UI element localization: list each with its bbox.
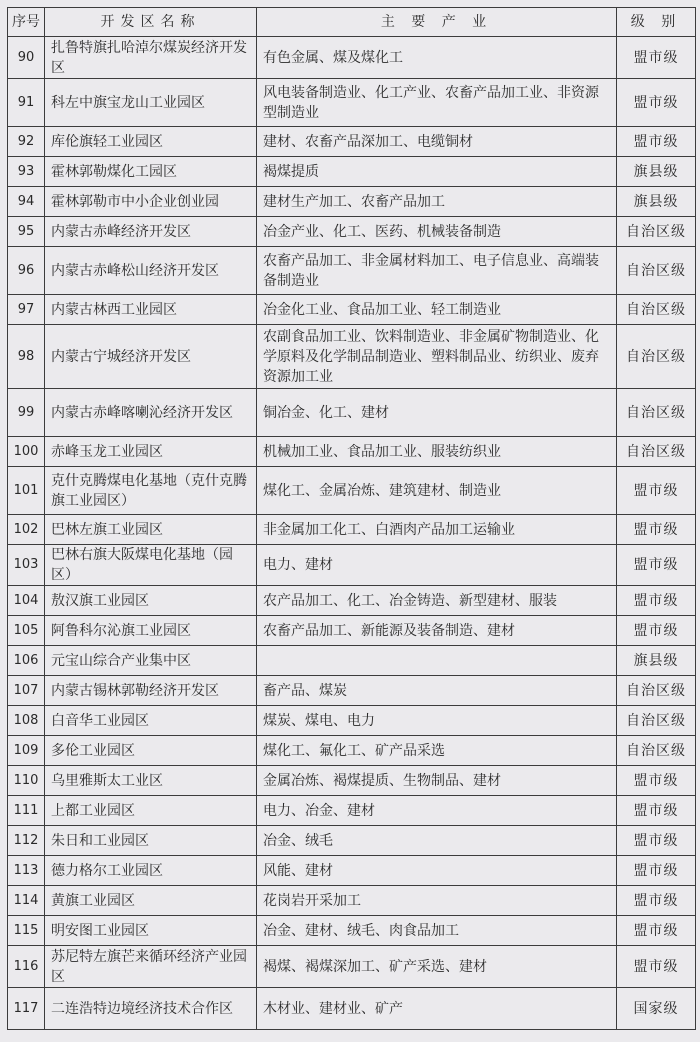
row-number: 115 bbox=[8, 916, 45, 946]
table-row bbox=[8, 37, 696, 79]
main-industry: 冶金产业、化工、医药、机械装备制造 bbox=[257, 217, 617, 247]
table-row bbox=[8, 886, 696, 916]
main-industry: 机械加工业、食品加工业、服装纺织业 bbox=[257, 437, 617, 467]
main-industry: 电力、建材 bbox=[257, 545, 617, 586]
main-industry: 建材、农畜产品深加工、电缆铜材 bbox=[257, 127, 617, 157]
main-industry: 风能、建材 bbox=[257, 856, 617, 886]
zone-level: 盟市级 bbox=[617, 467, 696, 515]
row-number: 103 bbox=[8, 545, 45, 586]
main-industry: 畜产品、煤炭 bbox=[257, 676, 617, 706]
main-industry: 农畜产品加工、新能源及装备制造、建材 bbox=[257, 616, 617, 646]
row-number: 102 bbox=[8, 515, 45, 545]
main-industry: 风电装备制造业、化工产业、农畜产品加工业、非资源型制造业 bbox=[257, 79, 617, 127]
main-industry: 冶金、建材、绒毛、肉食品加工 bbox=[257, 916, 617, 946]
table-row bbox=[8, 217, 696, 247]
main-industry: 电力、冶金、建材 bbox=[257, 796, 617, 826]
table-row bbox=[8, 736, 696, 766]
zone-level: 自治区级 bbox=[617, 389, 696, 437]
main-industry: 金属冶炼、褐煤提质、生物制品、建材 bbox=[257, 766, 617, 796]
zone-name: 德力格尔工业园区 bbox=[45, 856, 257, 886]
table-row bbox=[8, 826, 696, 856]
row-number: 107 bbox=[8, 676, 45, 706]
row-number: 111 bbox=[8, 796, 45, 826]
zone-name: 明安图工业园区 bbox=[45, 916, 257, 946]
table-row bbox=[8, 437, 696, 467]
zone-name: 内蒙古赤峰喀喇沁经济开发区 bbox=[45, 389, 257, 437]
row-number: 106 bbox=[8, 646, 45, 676]
main-industry: 冶金化工业、食品加工业、轻工制造业 bbox=[257, 295, 617, 325]
zone-name: 内蒙古锡林郭勒经济开发区 bbox=[45, 676, 257, 706]
row-number: 108 bbox=[8, 706, 45, 736]
row-number: 112 bbox=[8, 826, 45, 856]
zone-name: 霍林郭勒煤化工园区 bbox=[45, 157, 257, 187]
table-row bbox=[8, 676, 696, 706]
row-number: 100 bbox=[8, 437, 45, 467]
zone-name: 内蒙古赤峰经济开发区 bbox=[45, 217, 257, 247]
table-row bbox=[8, 467, 696, 515]
zone-level: 自治区级 bbox=[617, 295, 696, 325]
row-number: 93 bbox=[8, 157, 45, 187]
table-row bbox=[8, 325, 696, 389]
zone-name: 苏尼特左旗芒来循环经济产业园区 bbox=[45, 946, 257, 988]
row-number: 92 bbox=[8, 127, 45, 157]
zone-level: 旗县级 bbox=[617, 157, 696, 187]
zone-level: 自治区级 bbox=[617, 437, 696, 467]
zone-level: 自治区级 bbox=[617, 676, 696, 706]
row-number: 91 bbox=[8, 79, 45, 127]
zone-level: 自治区级 bbox=[617, 217, 696, 247]
zone-level: 盟市级 bbox=[617, 586, 696, 616]
main-industry: 建材生产加工、农畜产品加工 bbox=[257, 187, 617, 217]
zone-name: 朱日和工业园区 bbox=[45, 826, 257, 856]
table-row bbox=[8, 187, 696, 217]
header-level: 级 别 bbox=[617, 8, 696, 37]
zone-name: 库伦旗轻工业园区 bbox=[45, 127, 257, 157]
main-industry: 农畜产品加工、非金属材料加工、电子信息业、高端装备制造业 bbox=[257, 247, 617, 295]
header-no: 序号 bbox=[8, 8, 45, 37]
main-industry: 农副食品加工业、饮料制造业、非金属矿物制造业、化学原料及化学制品制造业、塑料制品业、纺织业、废弃资源加工业 bbox=[257, 325, 617, 389]
row-number: 99 bbox=[8, 389, 45, 437]
table-row bbox=[8, 706, 696, 736]
main-industry: 煤化工、金属冶炼、建筑建材、制造业 bbox=[257, 467, 617, 515]
row-number: 116 bbox=[8, 946, 45, 988]
table-row bbox=[8, 646, 696, 676]
zone-name: 二连浩特边境经济技术合作区 bbox=[45, 988, 257, 1030]
zone-level: 盟市级 bbox=[617, 796, 696, 826]
zone-name: 克什克腾煤电化基地（克什克腾旗工业园区） bbox=[45, 467, 257, 515]
row-number: 105 bbox=[8, 616, 45, 646]
row-number: 104 bbox=[8, 586, 45, 616]
zone-name: 内蒙古宁城经济开发区 bbox=[45, 325, 257, 389]
main-industry: 农产品加工、化工、冶金铸造、新型建材、服装 bbox=[257, 586, 617, 616]
zone-level: 自治区级 bbox=[617, 706, 696, 736]
row-number: 94 bbox=[8, 187, 45, 217]
row-number: 96 bbox=[8, 247, 45, 295]
table-row bbox=[8, 545, 696, 586]
main-industry: 褐煤提质 bbox=[257, 157, 617, 187]
table-row bbox=[8, 247, 696, 295]
table-row bbox=[8, 988, 696, 1030]
zone-level: 国家级 bbox=[617, 988, 696, 1030]
zone-name: 霍林郭勒市中小企业创业园 bbox=[45, 187, 257, 217]
zone-name: 白音华工业园区 bbox=[45, 706, 257, 736]
row-number: 113 bbox=[8, 856, 45, 886]
zone-level: 旗县级 bbox=[617, 646, 696, 676]
main-industry: 煤化工、氟化工、矿产品采选 bbox=[257, 736, 617, 766]
zone-level: 自治区级 bbox=[617, 247, 696, 295]
zone-level: 盟市级 bbox=[617, 946, 696, 988]
table-row bbox=[8, 389, 696, 437]
zone-name: 扎鲁特旗扎哈淖尔煤炭经济开发区 bbox=[45, 37, 257, 79]
row-number: 117 bbox=[8, 988, 45, 1030]
zone-name: 内蒙古林西工业园区 bbox=[45, 295, 257, 325]
table-row bbox=[8, 586, 696, 616]
zone-level: 盟市级 bbox=[617, 515, 696, 545]
zone-level: 旗县级 bbox=[617, 187, 696, 217]
table-row bbox=[8, 127, 696, 157]
main-industry: 煤炭、煤电、电力 bbox=[257, 706, 617, 736]
zone-name: 黄旗工业园区 bbox=[45, 886, 257, 916]
row-number: 109 bbox=[8, 736, 45, 766]
zone-level: 盟市级 bbox=[617, 37, 696, 79]
zone-level: 自治区级 bbox=[617, 736, 696, 766]
zone-level: 盟市级 bbox=[617, 766, 696, 796]
zone-name: 赤峰玉龙工业园区 bbox=[45, 437, 257, 467]
table-row bbox=[8, 856, 696, 886]
main-industry: 花岗岩开采加工 bbox=[257, 886, 617, 916]
row-number: 95 bbox=[8, 217, 45, 247]
main-industry: 冶金、绒毛 bbox=[257, 826, 617, 856]
main-industry: 非金属加工化工、白酒肉产品加工运输业 bbox=[257, 515, 617, 545]
row-number: 97 bbox=[8, 295, 45, 325]
development-zone-table bbox=[7, 7, 696, 1030]
header-name: 开发区名称 bbox=[45, 8, 257, 37]
table-header-row bbox=[8, 8, 696, 37]
table-row bbox=[8, 796, 696, 826]
table-row bbox=[8, 295, 696, 325]
main-industry: 铜冶金、化工、建材 bbox=[257, 389, 617, 437]
zone-level: 盟市级 bbox=[617, 886, 696, 916]
zone-level: 盟市级 bbox=[617, 79, 696, 127]
zone-level: 自治区级 bbox=[617, 325, 696, 389]
row-number: 98 bbox=[8, 325, 45, 389]
table-row bbox=[8, 946, 696, 988]
header-industry: 主 要 产 业 bbox=[257, 8, 617, 37]
main-industry: 有色金属、煤及煤化工 bbox=[257, 37, 617, 79]
zone-level: 盟市级 bbox=[617, 916, 696, 946]
zone-name: 上都工业园区 bbox=[45, 796, 257, 826]
zone-name: 阿鲁科尔沁旗工业园区 bbox=[45, 616, 257, 646]
table-row bbox=[8, 515, 696, 545]
row-number: 90 bbox=[8, 37, 45, 79]
row-number: 114 bbox=[8, 886, 45, 916]
zone-name: 乌里雅斯太工业区 bbox=[45, 766, 257, 796]
zone-name: 科左中旗宝龙山工业园区 bbox=[45, 79, 257, 127]
zone-level: 盟市级 bbox=[617, 856, 696, 886]
table-row bbox=[8, 157, 696, 187]
zone-level: 盟市级 bbox=[617, 826, 696, 856]
zone-level: 盟市级 bbox=[617, 616, 696, 646]
zone-name: 多伦工业园区 bbox=[45, 736, 257, 766]
zone-name: 巴林右旗大阪煤电化基地（园区） bbox=[45, 545, 257, 586]
row-number: 110 bbox=[8, 766, 45, 796]
zone-name: 元宝山综合产业集中区 bbox=[45, 646, 257, 676]
table-row bbox=[8, 79, 696, 127]
zone-level: 盟市级 bbox=[617, 545, 696, 586]
zone-name: 巴林左旗工业园区 bbox=[45, 515, 257, 545]
row-number: 101 bbox=[8, 467, 45, 515]
table-row bbox=[8, 616, 696, 646]
zone-name: 敖汉旗工业园区 bbox=[45, 586, 257, 616]
main-industry bbox=[257, 646, 617, 676]
zone-name: 内蒙古赤峰松山经济开发区 bbox=[45, 247, 257, 295]
main-industry: 木材业、建材业、矿产 bbox=[257, 988, 617, 1030]
zone-level: 盟市级 bbox=[617, 127, 696, 157]
main-industry: 褐煤、褐煤深加工、矿产采选、建材 bbox=[257, 946, 617, 988]
table-row bbox=[8, 916, 696, 946]
table-row bbox=[8, 766, 696, 796]
